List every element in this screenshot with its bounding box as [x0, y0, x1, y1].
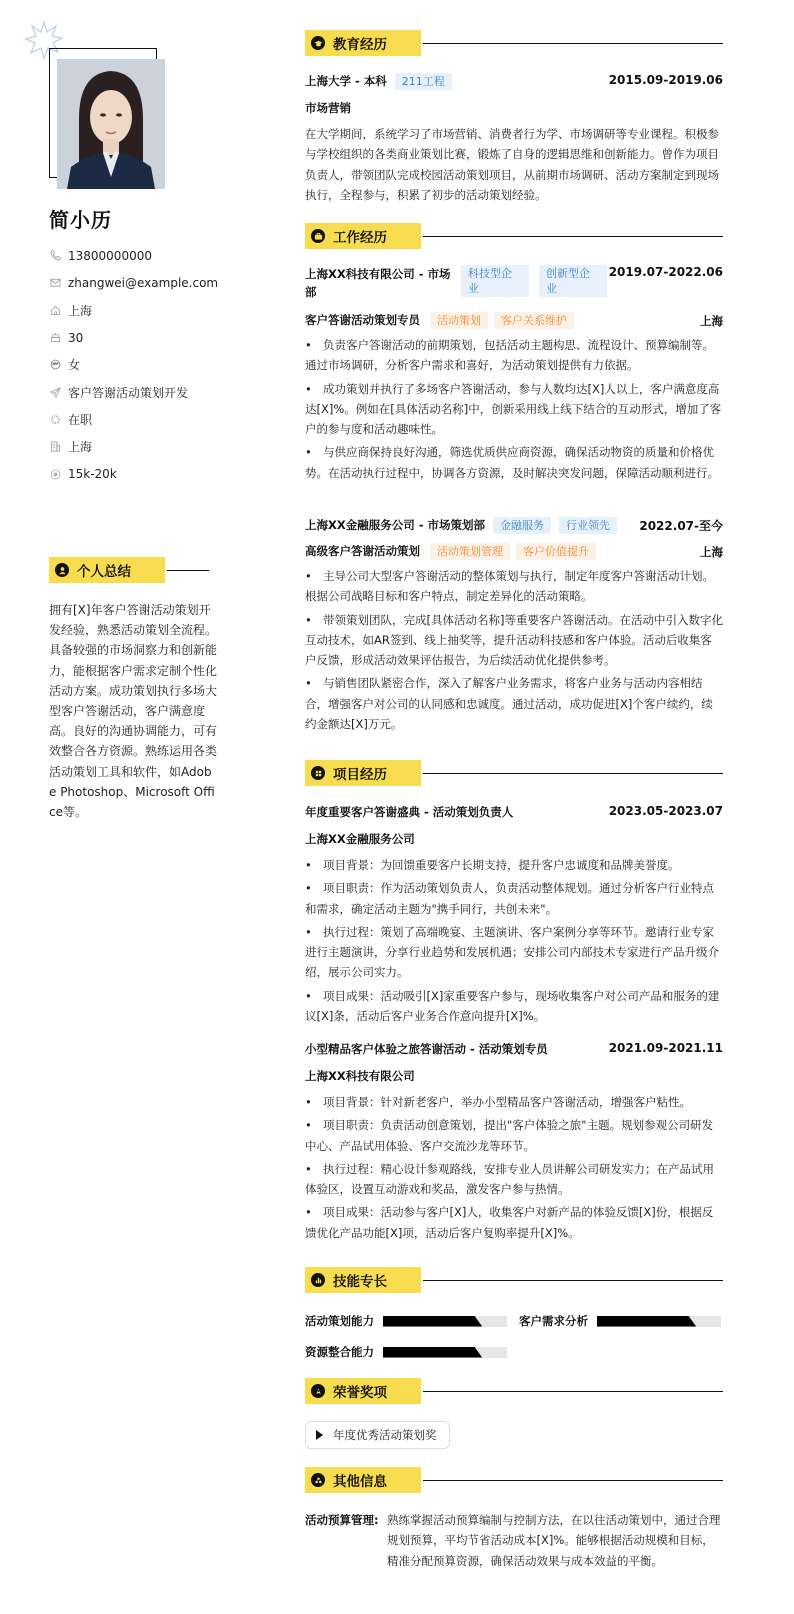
summary-text: 拥有[X]年客户答谢活动策划开发经验，熟悉活动策划全流程。具备较强的市场洞察力和创新能力，能根据客户需求定制个性化活动方案。成功策划执行多场大型客户答谢活动，客户满意度高。良好的沟通协调能力，可有效整合各方资源。熟练运用各类活动策划工具和软件，如Adobe Photoshop、Microsoft Office等。	[49, 603, 218, 820]
contact-email: zhangwei@example.com	[49, 269, 249, 296]
user-icon	[55, 563, 69, 577]
info-cluster-icon	[311, 1473, 325, 1487]
contact-phone: 13800000000	[49, 242, 249, 269]
candidate-name: 简小历	[49, 208, 112, 232]
work-title-tag: 工作经历	[305, 223, 421, 249]
job-city: 上海	[700, 544, 723, 559]
skill-bar-fill	[383, 1316, 482, 1327]
contact-city: 上海	[49, 433, 249, 460]
company-tag: 行业领先	[559, 517, 617, 534]
skill-bar	[383, 1347, 507, 1358]
paper-plane-icon	[49, 386, 61, 398]
project-company: 上海XX金融服务公司	[305, 832, 415, 846]
graduation-cap-icon	[311, 36, 325, 50]
job-date: 2022.07-至今	[639, 519, 723, 533]
section-divider	[423, 1391, 723, 1392]
bullet-item: • 执行过程：精心设计参观路线，安排专业人员讲解公司研发实力；在产品试用体验区，设置互动游戏和奖品，激发客户参与热情。	[305, 1161, 714, 1197]
salary-icon	[49, 468, 61, 480]
project-name: 年度重要客户答谢盛典 - 活动策划负责人	[305, 805, 514, 819]
work-section-header	[305, 223, 723, 249]
projects-section-header	[305, 760, 723, 786]
education-section-header	[305, 30, 723, 56]
awards-section-header	[305, 1378, 723, 1404]
skill-name: 客户需求分析	[519, 1314, 588, 1328]
skill-item	[305, 1313, 507, 1329]
project-entry-1	[305, 804, 723, 1029]
play-triangle-icon	[316, 1430, 323, 1440]
other-info-row	[305, 1510, 723, 1571]
company-tag: 创新型企业	[539, 265, 607, 297]
education-title-tag: 教育经历	[305, 30, 421, 56]
summary-title-tag: 个人总结	[49, 557, 165, 583]
school-tag: 211工程	[395, 73, 452, 90]
job-bullets	[305, 335, 723, 483]
skills-title-tag: 技能专长	[305, 1267, 421, 1293]
other-title-tag: 其他信息	[305, 1467, 421, 1493]
bullet-item: • 负责客户答谢活动的前期策划，包括活动主题构思、流程设计、预算编制等。通过市场调研，分析客户需求和喜好，为活动策划提供有力依据。	[305, 338, 714, 373]
job-position: 客户答谢活动策划专员	[305, 313, 420, 327]
other-section-header	[305, 1467, 723, 1493]
trophy-icon	[311, 1384, 325, 1398]
section-divider	[423, 773, 723, 774]
status-icon	[49, 413, 61, 425]
projects-title-tag: 项目经历	[305, 760, 421, 786]
project-date: 2021.09-2021.11	[608, 1041, 723, 1055]
job-date: 2019.07-2022.06	[608, 265, 723, 279]
project-entry-2	[305, 1041, 723, 1246]
home-icon	[49, 304, 61, 316]
awards-title-tag: 荣誉奖项	[305, 1378, 421, 1404]
school-name: 上海大学 - 本科	[305, 74, 387, 88]
project-company: 上海XX科技有限公司	[305, 1069, 415, 1083]
skill-name: 资源整合能力	[305, 1345, 374, 1359]
company-tag: 金融服务	[493, 517, 551, 534]
contact-status: 在职	[49, 406, 249, 433]
company-tag: 科技型企业	[461, 265, 529, 297]
briefcase-icon	[311, 229, 325, 243]
contact-home: 上海	[49, 297, 249, 324]
portrait-image	[57, 59, 165, 189]
bullet-item: • 与供应商保持良好沟通，筛选优质供应商资源，确保活动物资的质量和价格优势。在活动执行过程中，协调各方资源，及时解决突发问题，保障活动顺利进行。	[305, 445, 719, 480]
bullet-item: • 项目成果：活动吸引[X]家重要客户参与，现场收集客户对公司产品和服务的建议[X]条，活动后客户业务合作意向提升[X]%。	[305, 988, 720, 1024]
skill-bar	[597, 1316, 721, 1327]
contact-age: 30	[49, 324, 249, 351]
skill-tag: 活动策划管理	[430, 543, 510, 560]
bullet-item: • 成功策划并执行了多场客户答谢活动，参与人数均达[X]人以上，客户满意度高达[X]%。例如在[具体活动名称]中，创新采用线上线下结合的互动形式，增加了客户的参与度和活动趣味性。	[305, 381, 722, 437]
section-divider	[423, 236, 723, 237]
section-divider	[167, 570, 209, 571]
bullet-item: • 项目背景：为回馈重要客户长期支持，提升客户忠诚度和品牌美誉度。	[305, 858, 680, 872]
job-entry-2	[305, 517, 723, 737]
grid-icon	[311, 766, 325, 780]
skill-name: 活动策划能力	[305, 1314, 374, 1328]
bullet-item: • 与销售团队紧密合作，深入了解客户业务需求，将客户业务与活动内容相结合，增强客户对公司的认同感和忠诚度。通过活动，成功促进[X]个客户续约，续约金额达[X]万元。	[305, 676, 713, 732]
skill-tag: 客户价值提升	[516, 543, 596, 560]
job-entry-1	[305, 265, 723, 486]
email-icon	[49, 277, 61, 289]
skill-tag: 客户关系维护	[494, 312, 574, 329]
building-icon	[49, 441, 61, 453]
contact-target-job: 客户答谢活动策划开发	[49, 378, 249, 405]
bullet-item: • 执行过程：策划了高端晚宴、主题演讲、客户案例分享等环节。邀请行业专家进行主题演讲，分享行业趋势和发展机遇；安排公司内部技术专家进行产品升级介绍，展示公司实力。	[305, 924, 719, 980]
project-bullets	[305, 855, 723, 1026]
skill-item	[305, 1344, 507, 1360]
education-date: 2015.09-2019.06	[608, 73, 723, 87]
contact-gender: 女	[49, 351, 249, 378]
bullet-item: • 项目背景：针对新老客户，举办小型精品客户答谢活动，增强客户粘性。	[305, 1095, 691, 1109]
avatar-photo	[57, 59, 165, 189]
skill-bar-fill	[383, 1347, 482, 1358]
job-bullets	[305, 566, 723, 734]
bullet-item: • 带领策划团队，完成[具体活动名称]等重要客户答谢活动。在活动中引入数字化互动技术，如AR签到、线上抽奖等，提升活动科技感和客户体验。活动后收集客户反馈，形成活动效果评估报告，为后续活动优化提供参考。	[305, 612, 723, 668]
bullet-item: • 项目职责：作为活动策划负责人，负责活动整体规划。通过分析客户行业特点和需求，确定活动主题为"携手同行，共创未来"。	[305, 881, 714, 916]
job-company: 上海XX科技有限公司 - 市场部	[305, 267, 451, 299]
section-divider	[423, 1280, 723, 1281]
bar-chart-icon	[311, 1273, 325, 1287]
skill-bar	[383, 1316, 507, 1327]
skill-tag: 活动策划	[430, 312, 488, 329]
job-city: 上海	[700, 313, 723, 328]
bullet-item: • 主导公司大型客户答谢活动的整体策划与执行，制定年度客户答谢活动计划。根据公司战略目标和客户特点，制定差异化的活动策略。	[305, 569, 714, 604]
contact-list	[49, 242, 249, 488]
skill-bar-fill	[597, 1316, 696, 1327]
project-name: 小型精品客户体验之旅答谢活动 - 活动策划专员	[305, 1042, 548, 1056]
job-position: 高级客户答谢活动策划	[305, 544, 420, 558]
other-info-text: 熟练掌握活动预算编制与控制方法，在以往活动策划中，通过合理规划预算，平均节省活动成本[X]%。能够根据活动规模和目标，精准分配预算资源，确保活动效果与成本效益的平衡。	[387, 1513, 721, 1568]
project-bullets	[305, 1092, 723, 1243]
contact-salary: 15k-20k	[49, 460, 249, 487]
major: 市场营销	[305, 101, 351, 115]
bullet-item: • 项目职责：负责活动创意策划，提出"客户体验之旅"主题。规划参观公司研发中心、产品试用体验、客户交流沙龙等环节。	[305, 1118, 714, 1153]
award-item: 年度优秀活动策划奖	[305, 1421, 450, 1449]
age-icon	[49, 332, 61, 344]
skills-section-header	[305, 1267, 723, 1293]
bullet-item: • 项目成果：活动参与客户[X]人，收集客户对新产品的体验反馈[X]份，根据反馈优化产品功能[X]项，活动后客户复购率提升[X]%。	[305, 1205, 714, 1240]
other-info-label: 活动预算管理:	[305, 1513, 379, 1527]
section-divider	[423, 43, 723, 44]
gender-icon	[49, 359, 61, 371]
summary-section-header	[49, 557, 209, 583]
education-header-row	[305, 73, 723, 90]
skill-item	[519, 1313, 721, 1329]
education-description: 在大学期间，系统学习了市场营销、消费者行为学、市场调研等专业课程。积极参与学校组织的各类商业策划比赛，锻炼了自身的逻辑思维和创新能力。曾作为项目负责人，带领团队完成校园活动策划项目，从前期市场调研、活动方案制定到现场执行，全程参与，积累了初步的活动策划经验。	[305, 127, 719, 202]
left-sidebar	[0, 0, 260, 820]
phone-icon	[49, 250, 61, 262]
section-divider	[423, 1480, 723, 1481]
project-date: 2023.05-2023.07	[608, 804, 723, 818]
job-company: 上海XX金融服务公司 - 市场策划部	[305, 518, 486, 532]
